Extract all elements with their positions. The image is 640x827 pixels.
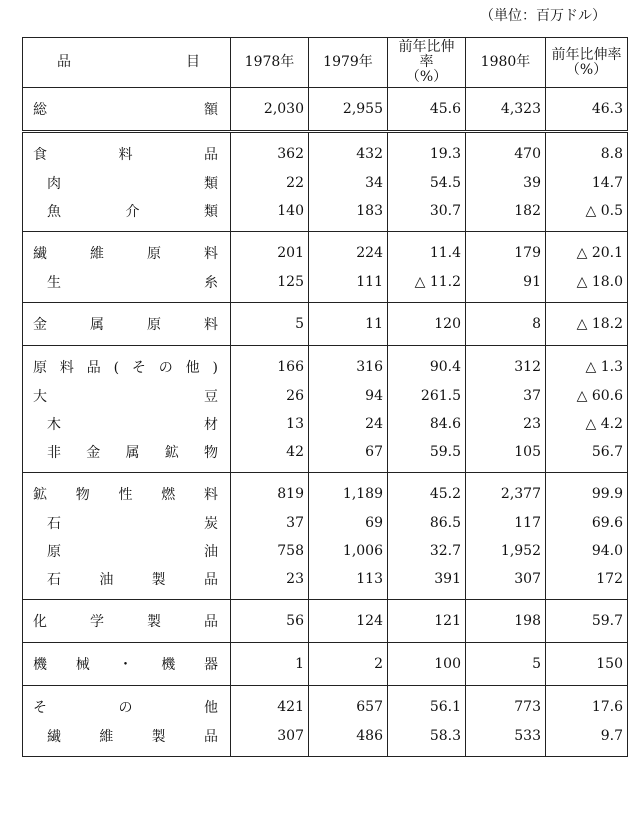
cell-rate-1979: 86.5 [388,509,466,537]
table-row [23,410,628,438]
cell-rate-1979: 84.6 [388,410,466,438]
cell-1978: 758 [231,537,309,565]
cell-rate-1980: 59.7 [546,600,628,643]
row-label: 繊維製品 [47,729,218,745]
header-rate-1979: 前年比伸率 （%） [388,38,466,88]
table-row [23,643,628,686]
table-row [23,600,628,643]
cell-1979: 11 [309,303,388,346]
cell-rate-1979: 391 [388,565,466,600]
cell-1980: 533 [466,722,546,757]
table-row [23,438,628,473]
cell-1980: 773 [466,686,546,723]
cell-1979: 124 [309,600,388,643]
unit-note: （単位：百万ドル） [480,8,606,24]
table-row [23,509,628,537]
import-table [22,37,628,757]
cell-1979: 657 [309,686,388,723]
cell-1979: 24 [309,410,388,438]
row-label: 金属原料 [33,317,218,333]
row-label: 石油製品 [47,572,218,588]
cell-1980: 182 [466,197,546,232]
cell-1979: 224 [309,232,388,269]
row-label: 大豆 [33,389,218,405]
cell-1978: 307 [231,722,309,757]
row-label: 木材 [47,417,218,433]
table-row [23,565,628,600]
row-label: 化学製品 [33,614,218,630]
row-label: 機械・機器 [33,657,218,673]
cell-1980: 312 [466,346,546,383]
cell-rate-1980: △ 18.0 [546,268,628,303]
cell-1979: 2,955 [309,88,388,132]
cell-1979: 1,189 [309,473,388,510]
row-label: 鉱物性燃料 [33,487,218,503]
cell-rate-1980: 69.6 [546,509,628,537]
cell-1978: 23 [231,565,309,600]
cell-1978: 37 [231,509,309,537]
table-row [23,303,628,346]
cell-rate-1980: △ 1.3 [546,346,628,383]
cell-1979: 486 [309,722,388,757]
cell-rate-1979: 58.3 [388,722,466,757]
cell-1978: 5 [231,303,309,346]
cell-1979: 432 [309,132,388,170]
cell-rate-1979: 11.4 [388,232,466,269]
cell-rate-1979: 261.5 [388,382,466,410]
cell-rate-1980: 9.7 [546,722,628,757]
cell-1979: 34 [309,169,388,197]
cell-1978: 362 [231,132,309,170]
cell-1978: 140 [231,197,309,232]
header-rate-1980: 前年比伸率 （%） [546,38,628,88]
cell-1979: 69 [309,509,388,537]
cell-rate-1980: 56.7 [546,438,628,473]
cell-1979: 316 [309,346,388,383]
cell-1980: 37 [466,382,546,410]
header-1979: 1979年 [309,38,388,88]
cell-rate-1980: 46.3 [546,88,628,132]
cell-1979: 111 [309,268,388,303]
cell-rate-1980: 94.0 [546,537,628,565]
cell-rate-1979: 100 [388,643,466,686]
cell-1980: 91 [466,268,546,303]
header-1978: 1978年 [231,38,309,88]
row-label: 原料品(その他) [33,360,218,376]
row-label: 魚介類 [47,204,218,220]
cell-1978: 1 [231,643,309,686]
cell-1979: 94 [309,382,388,410]
cell-1980: 8 [466,303,546,346]
cell-rate-1979: △ 11.2 [388,268,466,303]
row-label: 食料品 [33,147,218,163]
row-label: 原油 [47,544,218,560]
cell-rate-1980: △ 18.2 [546,303,628,346]
cell-1978: 201 [231,232,309,269]
cell-rate-1979: 45.6 [388,88,466,132]
table-row [23,473,628,510]
cell-1980: 117 [466,509,546,537]
row-label: 肉類 [47,176,218,192]
cell-rate-1979: 54.5 [388,169,466,197]
cell-rate-1980: 14.7 [546,169,628,197]
row-label: その他 [33,700,218,716]
cell-1980: 5 [466,643,546,686]
cell-1979: 67 [309,438,388,473]
table-row [23,537,628,565]
cell-1980: 470 [466,132,546,170]
cell-1978: 2,030 [231,88,309,132]
cell-1980: 4,323 [466,88,546,132]
cell-rate-1979: 56.1 [388,686,466,723]
cell-rate-1980: △ 60.6 [546,382,628,410]
table-row [23,132,628,170]
cell-1978: 125 [231,268,309,303]
cell-1979: 2 [309,643,388,686]
table-row [23,722,628,757]
table-row [23,382,628,410]
header-row [23,38,628,88]
cell-1979: 113 [309,565,388,600]
cell-rate-1979: 32.7 [388,537,466,565]
cell-1980: 105 [466,438,546,473]
cell-rate-1979: 59.5 [388,438,466,473]
table-row [23,346,628,383]
table-row [23,169,628,197]
cell-1978: 166 [231,346,309,383]
cell-rate-1979: 45.2 [388,473,466,510]
cell-rate-1980: 172 [546,565,628,600]
row-label: 石炭 [47,516,218,532]
cell-rate-1980: 8.8 [546,132,628,170]
cell-1980: 307 [466,565,546,600]
cell-1979: 1,006 [309,537,388,565]
cell-1980: 179 [466,232,546,269]
header-item: 品 目 [23,38,231,88]
row-label: 非金属鉱物 [47,445,218,461]
cell-rate-1979: 120 [388,303,466,346]
cell-rate-1980: 17.6 [546,686,628,723]
category-sections [23,132,628,757]
table-row [23,268,628,303]
cell-1980: 198 [466,600,546,643]
cell-1979: 183 [309,197,388,232]
cell-rate-1979: 121 [388,600,466,643]
cell-1980: 1,952 [466,537,546,565]
cell-1980: 23 [466,410,546,438]
cell-rate-1979: 30.7 [388,197,466,232]
cell-rate-1980: △ 0.5 [546,197,628,232]
table-row [23,197,628,232]
cell-rate-1980: 99.9 [546,473,628,510]
cell-rate-1979: 90.4 [388,346,466,383]
cell-1978: 26 [231,382,309,410]
cell-1980: 39 [466,169,546,197]
cell-1980: 2,377 [466,473,546,510]
total-row [23,88,628,132]
cell-rate-1980: △ 20.1 [546,232,628,269]
cell-rate-1979: 19.3 [388,132,466,170]
cell-1978: 819 [231,473,309,510]
cell-1978: 56 [231,600,309,643]
cell-rate-1980: 150 [546,643,628,686]
row-label: 生糸 [47,275,218,291]
row-label: 繊維原料 [33,246,218,262]
cell-1978: 13 [231,410,309,438]
table-row [23,232,628,269]
cell-1978: 42 [231,438,309,473]
cell-rate-1980: △ 4.2 [546,410,628,438]
cell-1978: 22 [231,169,309,197]
row-label: 総額 [33,102,218,118]
table-row [23,686,628,723]
header-1980: 1980年 [466,38,546,88]
total-section [23,88,628,132]
cell-1978: 421 [231,686,309,723]
